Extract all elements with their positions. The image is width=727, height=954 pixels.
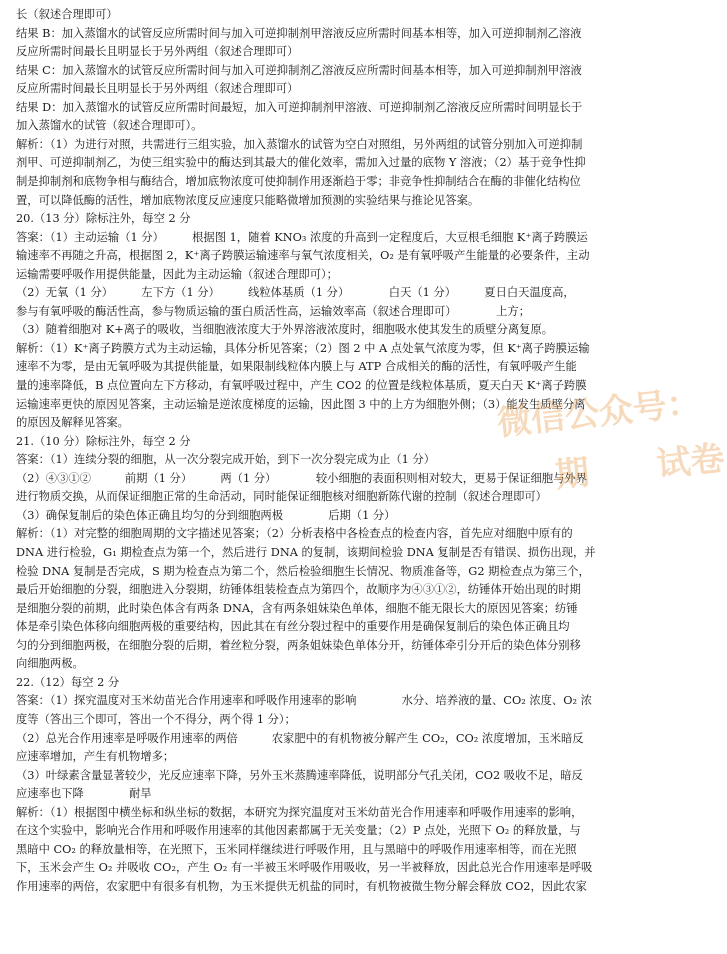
text-line: （3）叶绿素含量显著较少，光反应速率下降，另外玉米蒸腾速率降低，说明部分气孔关闭，CO2 吸收不足，暗反: [16, 768, 583, 782]
text-line: 作用速率的两倍，农家肥中有很多有机物，为玉米提供无机盐的同时，有机物被微生物分解会释放 CO2，因此农家: [16, 879, 587, 893]
text-line: 运输需要呼吸作用提供能量，因此为主动运输（叙述合理即可）；: [16, 267, 338, 281]
text-line: 是细胞分裂的前期，此时染色体含有两条 DNA，含有两条姐妹染色单体，细胞不能无限长大的原因见答案；纺锤: [16, 601, 578, 615]
text-line: 应速率增加，产生有机物增多；: [16, 750, 175, 763]
text-line: 22.（12）每空 2 分: [16, 675, 120, 689]
text-line: 最后开始细胞的分裂，细胞进入分裂期，纺锤体组装检查点为第四个，故顺序为④③①②，纺锤体开始出现的时期: [16, 583, 581, 597]
text-line: 匀的分到细胞两极，在细胞分裂的后期，着丝粒分裂，两条姐妹染色单体分开，纺锤体牵引分开后的染色体分别移: [16, 638, 581, 652]
text-line: 运输速率更快的原因见答案，主动运输是逆浓度梯度的运输，因此图 3 中的上方为细胞外侧；（3）能发生质壁分离: [16, 397, 586, 411]
text-line: 度等（答出三个即可，答出一个不得分，两个得 1 分）；: [16, 712, 296, 726]
text-line: （2）总光合作用速率是呼吸作用速率的两倍 农家肥中的有机物被分解产生 CO₂，CO₂ 浓度增加，玉米暗反: [16, 731, 584, 745]
text-line: 体是牵引染色体移向细胞两极的重要结构，因此其在有丝分裂过程中的重要作用是确保复制后的染色体正确且均: [16, 620, 570, 634]
text-line: 的原因及解释见答案。: [16, 416, 129, 430]
text-line: 量的速率降低，B 点位置向左下方移动，有氧呼吸过程中，产生 CO2 的位置是线粒体基质，夏天白天 K⁺离子跨膜: [16, 379, 587, 392]
text-line: 检验 DNA 复制是否完成，S 期为检查点为第二个，然后检验细胞生长情况、物质准备等，G2 期检查点为第三个，: [16, 564, 590, 578]
text-line: 结果 D：加入蒸馏水的试管反应所需时间最短，加入可逆抑制剂甲溶液、可逆抑制剂乙溶液反应所需时间明显长于: [16, 100, 583, 114]
text-line: 剂甲、可逆抑制剂乙，为使三组实验中的酶达到其最大的催化效率，需加入过量的底物 Y 溶液；（2）基于竞争性抑: [16, 156, 586, 170]
watermark-line-2: 期 试卷: [553, 438, 727, 496]
text-line: 置，可以降低酶的活性，增加底物浓度反应速度只能略微增加预测的实验结果与推论见答案。: [16, 193, 480, 207]
text-line: （3）随着细胞对 K+离子的吸收，当细胞液浓度大于外界溶液浓度时，细胞吸水使其发生的质壁分离复原。: [16, 323, 554, 337]
text-line: 制是抑制剂和底物争相与酶结合，增加底物浓度可使抑制作用逐渐趋于零；非竞争性抑制结合在酶的非催化结构位: [16, 175, 581, 188]
text-line: 应速率也下降 耐旱: [16, 787, 152, 801]
text-line: 答案：（1）主动运输（1 分） 根据图 1，随着 KNO₃ 浓度的升高到一定程度后，大豆根毛细胞 K⁺离子跨膜运: [16, 230, 588, 244]
text-line: 解析：（1）为进行对照，共需进行三组实验，加入蒸馏水的试管为空白对照组，另外两组的试管分别加入可逆抑制: [16, 137, 583, 151]
text-line: （3）确保复制后的染色体正确且均匀的分到细胞两极 后期（1 分）: [16, 508, 396, 522]
text-line: 结果 C：加入蒸馏水的试管反应所需时间与加入可逆抑制剂乙溶液反应所需时间基本相等，加入可逆抑制剂甲溶液: [16, 63, 582, 77]
text-line: 参与有氧呼吸的酶活性高，参与物质运输的蛋白质活性高，运输效率高（叙述合理即可） 上方；: [16, 304, 531, 318]
text-line: 答案：（1）连续分裂的细胞，从一次分裂完成开始，到下一次分裂完成为止（1 分）: [16, 453, 436, 467]
text-line: 加入蒸馏水的试管（叙述合理即可）。: [16, 119, 203, 133]
text-line: 向细胞两极。: [16, 657, 84, 671]
text-line: 进行物质交换，从而保证细胞正常的生命活动，同时能保证细胞核对细胞新陈代谢的控制（叙述合理即可）: [16, 490, 547, 504]
text-line: 反应所需时间最长且明显长于另外两组（叙述合理即可）: [16, 82, 299, 96]
text-line: DNA 进行检验，G₁ 期检查点为第一个，然后进行 DNA 的复制，该期间检验 DNA 复制是否有错误、损伤出现，并: [16, 546, 596, 559]
text-line: 反应所需时间最长且明显长于另外两组（叙述合理即可）: [16, 45, 299, 59]
text-line: 21.（10 分）除标注外，每空 2 分: [16, 434, 191, 448]
text-line: （2）④③①② 前期（1 分） 两（1 分） 较小细胞的表面积则相对较大，更易于保证细胞与外界: [16, 471, 587, 485]
text-line: 长（叙述合理即可）: [16, 8, 118, 21]
text-line: 20.（13 分）除标注外，每空 2 分: [16, 212, 191, 226]
text-line: 解析：（1）K⁺离子跨膜方式为主动运输，具体分析见答案；（2）图 2 中 A 点处氧气浓度为零，但 K⁺离子跨膜运输: [16, 341, 590, 355]
text-line: 输速率不再随之升高，根据图 2，K⁺离子跨膜运输速率与氧气浓度相关，O₂ 是有氧呼吸产生能量的必要条件，主动: [16, 249, 590, 263]
text-line: 解析：（1）对完整的细胞周期的文字描述见答案；（2）分析表格中各检查点的检查内容，首先应对细胞中原有的: [16, 527, 573, 541]
text-line: 结果 B：加入蒸馏水的试管反应所需时间与加入可逆抑制剂甲溶液反应所需时间基本相等，加入可逆抑制剂乙溶液: [16, 26, 582, 40]
watermark-line-1: 微信公众号：: [495, 382, 703, 444]
text-line: 答案：（1）探究温度对玉米幼苗光合作用速率和呼吸作用速率的影响 水分、培养液的量、CO₂ 浓度、O₂ 浓: [16, 694, 592, 708]
text-line: （2）无氧（1 分） 左下方（1 分） 线粒体基质（1 分） 白天（1 分） 夏日白天温度高，: [16, 286, 575, 300]
text-line: 黑暗中 CO₂ 的释放量相等，在光照下，玉米同样继续进行呼吸作用，且与黑暗中的呼吸作用速率相等，而在光照: [16, 842, 577, 856]
text-line: 下，玉米会产生 O₂ 并吸收 CO₂，产生 O₂ 有一半被玉米呼吸作用吸收，另一半被释放，因此总光合作用速率是呼吸: [16, 861, 593, 875]
text-line: 在这个实验中，影响光合作用和呼吸作用速率的其他因素都属于无关变量；（2）P 点处，光照下 O₂ 的释放量，与: [16, 824, 581, 838]
text-line: 速率不为零，是由无氧呼吸为其提供能量，如果限制线粒体内膜上与 ATP 合成相关的酶的活性，有氧呼吸产生能: [16, 360, 577, 374]
text-line: 解析：（1）根据图中横坐标和纵坐标的数据，本研究为探究温度对玉米幼苗光合作用速率和呼吸作用速率的影响，: [16, 805, 583, 819]
